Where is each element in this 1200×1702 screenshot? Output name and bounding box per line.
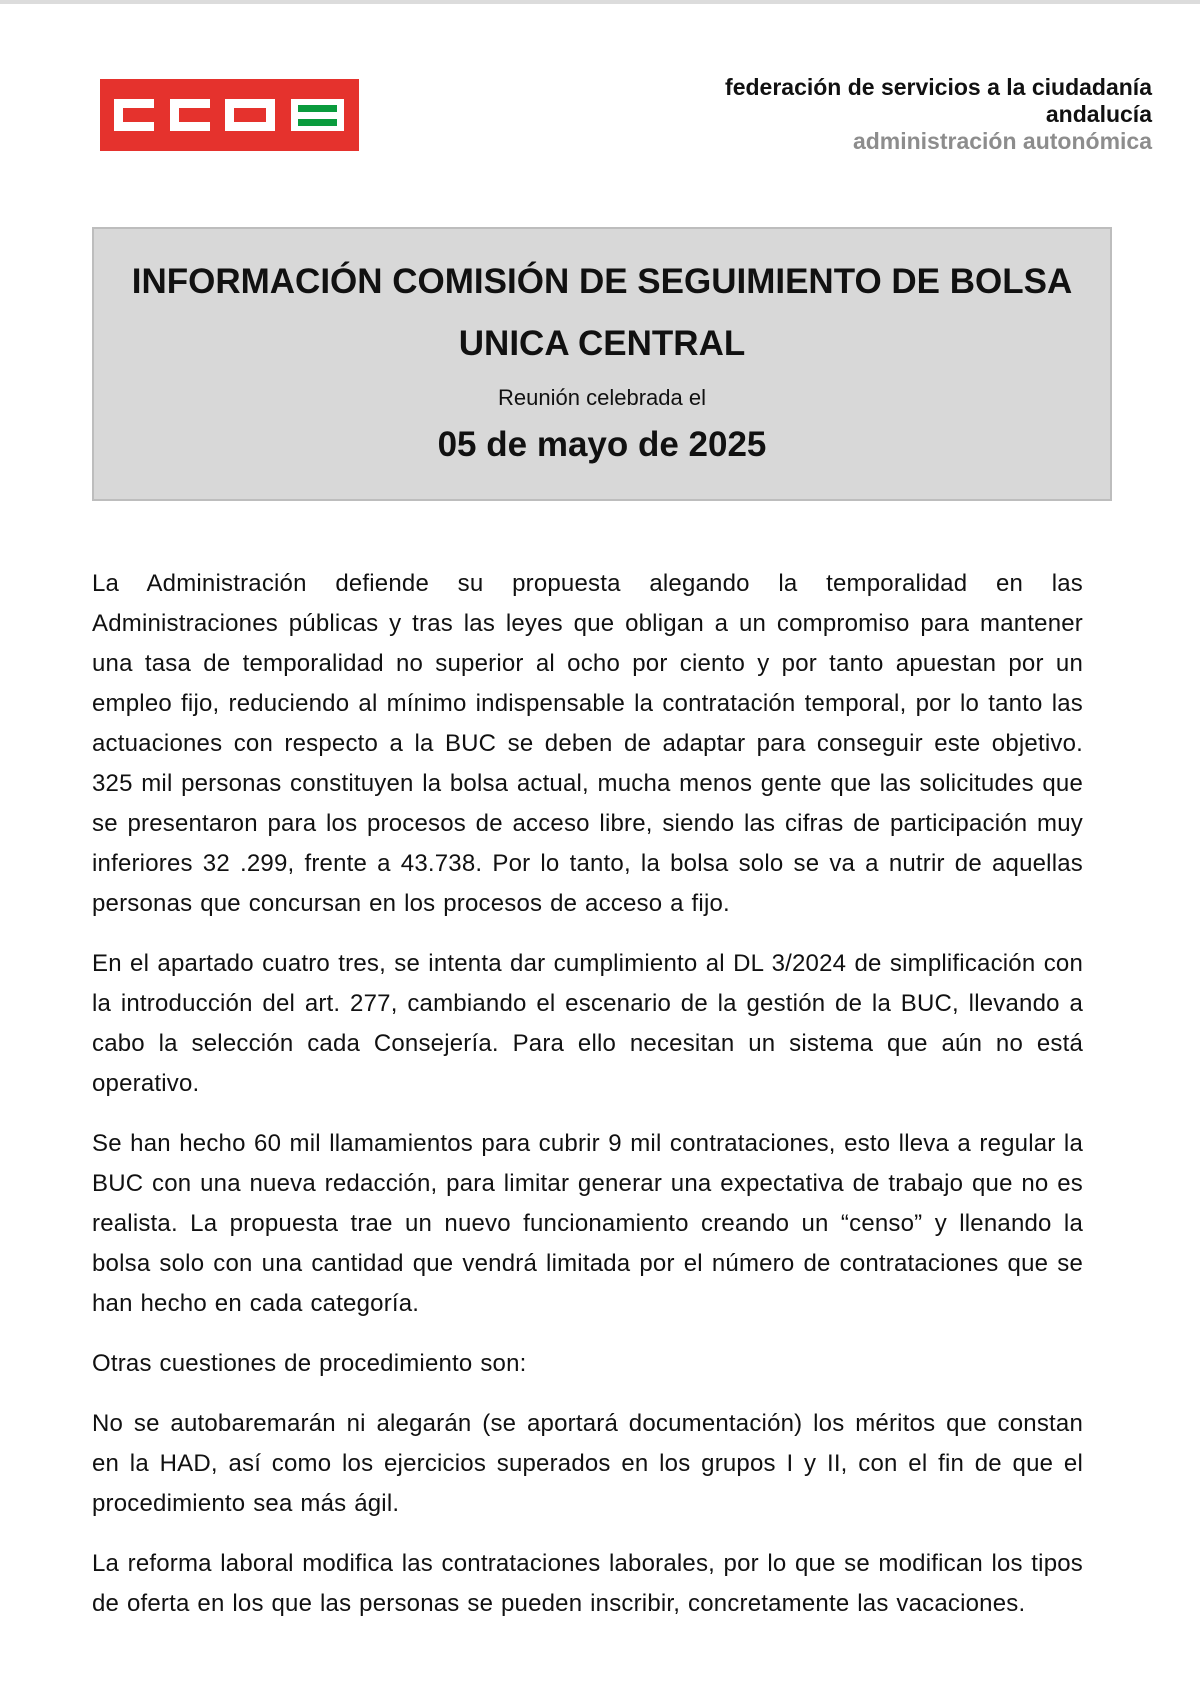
paragraph-3: Se han hecho 60 mil llamamientos para cubrir 9 mil contrataciones, esto lleva a regular la BUC con una nueva redacción, para limitar generar una expectativa de trabajo que no es realista. La propuesta trae un nuevo funcionamiento creando un “censo” y llenando la bolsa solo con una cantidad que vendrá limitada por el número de contrataciones que se han hecho en cada categoría. (92, 1130, 1083, 1317)
org-name: federación de servicios a la ciudadanía (725, 74, 1152, 100)
top-edge-shadow (0, 0, 1200, 4)
ccoo-logo-graphic (100, 79, 359, 151)
meeting-date: 05 de mayo de 2025 (437, 425, 767, 464)
title-box (92, 227, 1112, 501)
org-department: administración autonómica (852, 128, 1152, 154)
paragraph-5: No se autobaremarán ni alegarán (se aportará documentación) los méritos que constan en la HAD, así como los ejercicios superados en los grupos I y II, con el fin de que el procedimiento sea más ágil. (92, 1410, 1083, 1517)
document-title-line-1: INFORMACIÓN COMISIÓN DE SEGUIMIENTO DE BOLSA (131, 262, 1073, 301)
paragraph-1: La Administración defiende su propuesta alegando la temporalidad en las Administraciones públicas y tras las leyes que obligan a un compromiso para mantener una tasa de temporalidad no superior al ocho por ciento y por tanto apuestan por un empleo fijo, reduciendo al mínimo indispensable la contratación temporal, por lo tanto las actuaciones con respecto a la BUC se deben de adaptar para conseguir este objetivo. 325 mil personas constituyen la bolsa actual, mucha menos gente que las solicitudes que se presentaron para los procesos de acceso libre, siendo las cifras de participación muy inferiores 32 .299, frente a 43.738. Por lo tanto, la bolsa solo se va a nutrir de aquellas personas que concursan en los procesos de acceso a fijo. (92, 570, 1083, 917)
org-region: andalucía (1045, 101, 1152, 127)
ccoo-logo (100, 79, 359, 151)
document-title-line-2: UNICA CENTRAL (458, 324, 746, 363)
paragraph-2: En el apartado cuatro tres, se intenta dar cumplimiento al DL 3/2024 de simplificación con la introducción del art. 277, cambiando el escenario de la gestión de la BUC, llevando a cabo la selección cada Consejería. Para ello necesitan un sistema que aún no está operativo. (92, 950, 1083, 1097)
meeting-subtitle: Reunión celebrada el (498, 385, 706, 410)
organisation-header (725, 74, 1152, 155)
paragraph-6: La reforma laboral modifica las contrataciones laborales, por lo que se modifican los tipos de oferta en los que las personas se pueden inscribir, concretamente las vacaciones. (92, 1550, 1083, 1617)
document-body (92, 564, 1083, 1644)
paragraph-4: Otras cuestiones de procedimiento son: (92, 1350, 527, 1377)
